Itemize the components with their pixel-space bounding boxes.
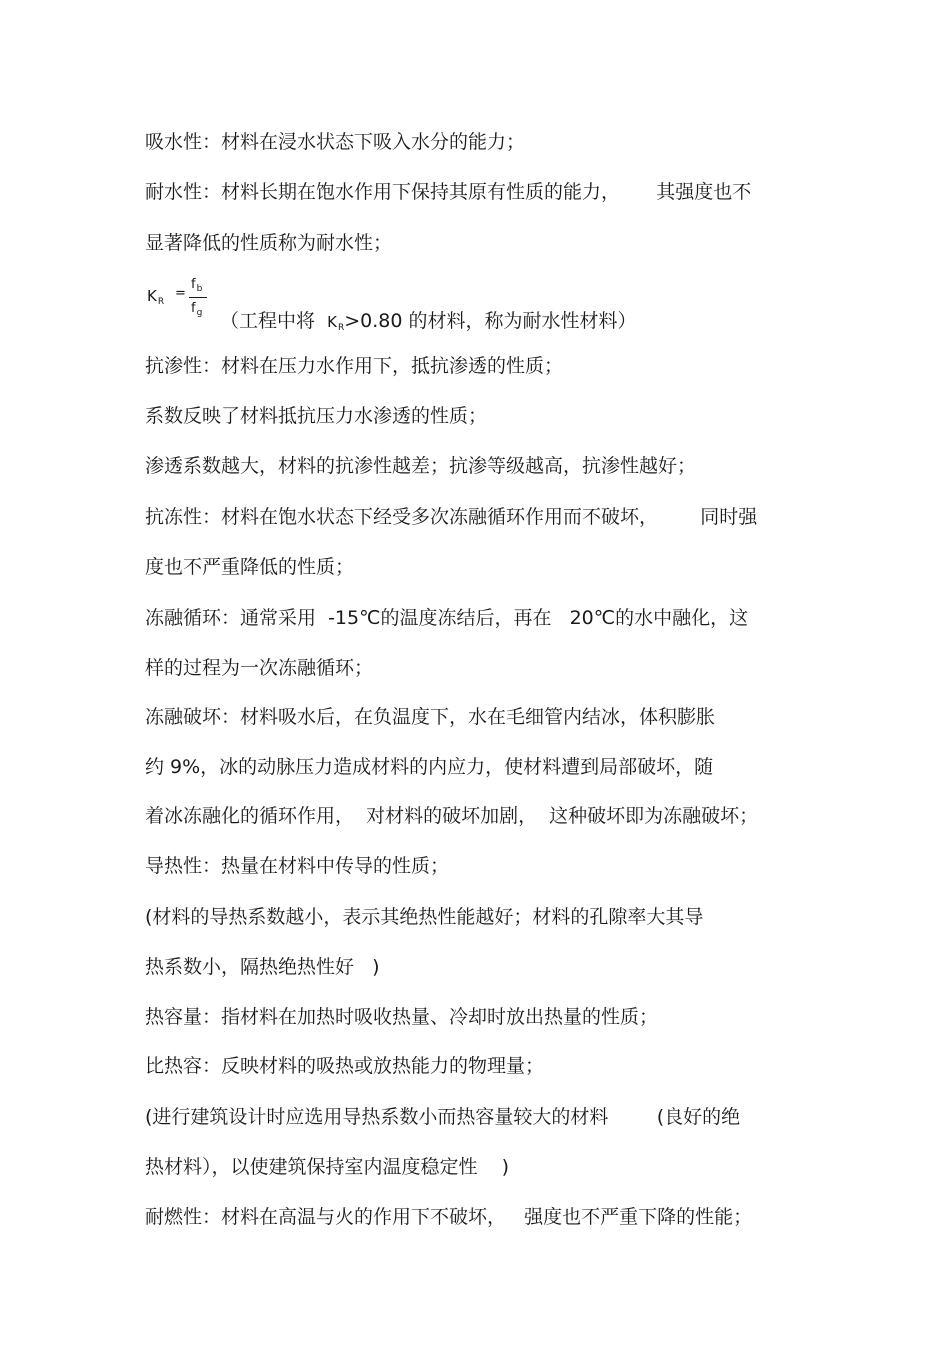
line: 度也不严重降低的性质； bbox=[145, 556, 355, 578]
line: 显著降低的性质称为耐水性； bbox=[145, 232, 393, 254]
line: 导热性：热量在材料中传导的性质； bbox=[145, 855, 450, 877]
line: 冻融破坏：材料吸水后，在负温度下，水在毛细管内结冰，体积膨胀 bbox=[145, 706, 716, 728]
line: 约 9%，冰的动脉压力造成材料的内应力，使材料遭到局部破坏，随 bbox=[145, 756, 714, 778]
line: 渗透系数越大，材料的抗渗性越差；抗渗等级越高，抗渗性越好； bbox=[145, 455, 697, 477]
formula-note: （工程中将 $K_R>0.80$ 的材料，称为耐水性材料） bbox=[220, 310, 637, 333]
line: 吸水性：材料在浸水状态下吸入水分的能力； bbox=[145, 131, 526, 153]
line: (材料的导热系数越小，表示其绝热性能越好；材料的孔隙率大其导 bbox=[145, 906, 704, 928]
line: (进行建筑设计时应选用导热系数小而热容量较大的材料 (良好的绝 bbox=[145, 1106, 741, 1128]
fraction-bar bbox=[189, 297, 207, 298]
line: 抗冻性：材料在饱水状态下经受多次冻融循环作用而不破坏， 同时强 bbox=[145, 506, 758, 528]
line: 热容量：指材料在加热时吸收热量、冷却时放出热量的性质； bbox=[145, 1006, 659, 1028]
line: 抗渗性：材料在压力水作用下，抵抗渗透的性质； bbox=[145, 355, 564, 377]
line: 比热容：反映材料的吸热或放热能力的物理量； bbox=[145, 1055, 545, 1077]
line: 样的过程为一次冻融循环； bbox=[145, 657, 374, 679]
formula-numerator: $f_b$ bbox=[191, 277, 203, 294]
formula-denominator: $f_g$ bbox=[191, 301, 203, 318]
line: 耐燃性：材料在高温与火的作用下不破坏， 强度也不严重下降的性能； bbox=[145, 1206, 753, 1228]
line: 热材料），以使建筑保持室内温度稳定性 ) bbox=[145, 1156, 510, 1178]
line: 着冰冻融化的循环作用， 对材料的破坏加剧， 这种破坏即为冻融破坏； bbox=[145, 805, 759, 827]
water-resistance-formula bbox=[145, 276, 845, 332]
line: 系数反映了材料抵抗压力水渗透的性质； bbox=[145, 405, 488, 427]
line: 耐水性：材料长期在饱水作用下保持其原有性质的能力， 其强度也不 bbox=[145, 181, 752, 203]
formula-lhs: $K_R$ bbox=[147, 287, 165, 307]
line: 冻融循环：通常采用 -15℃的温度冻结后，再在 20℃的水中融化，这 bbox=[145, 607, 749, 629]
formula-equals: = bbox=[175, 286, 186, 301]
line: 热系数小，隔热绝热性好 ) bbox=[145, 956, 380, 978]
